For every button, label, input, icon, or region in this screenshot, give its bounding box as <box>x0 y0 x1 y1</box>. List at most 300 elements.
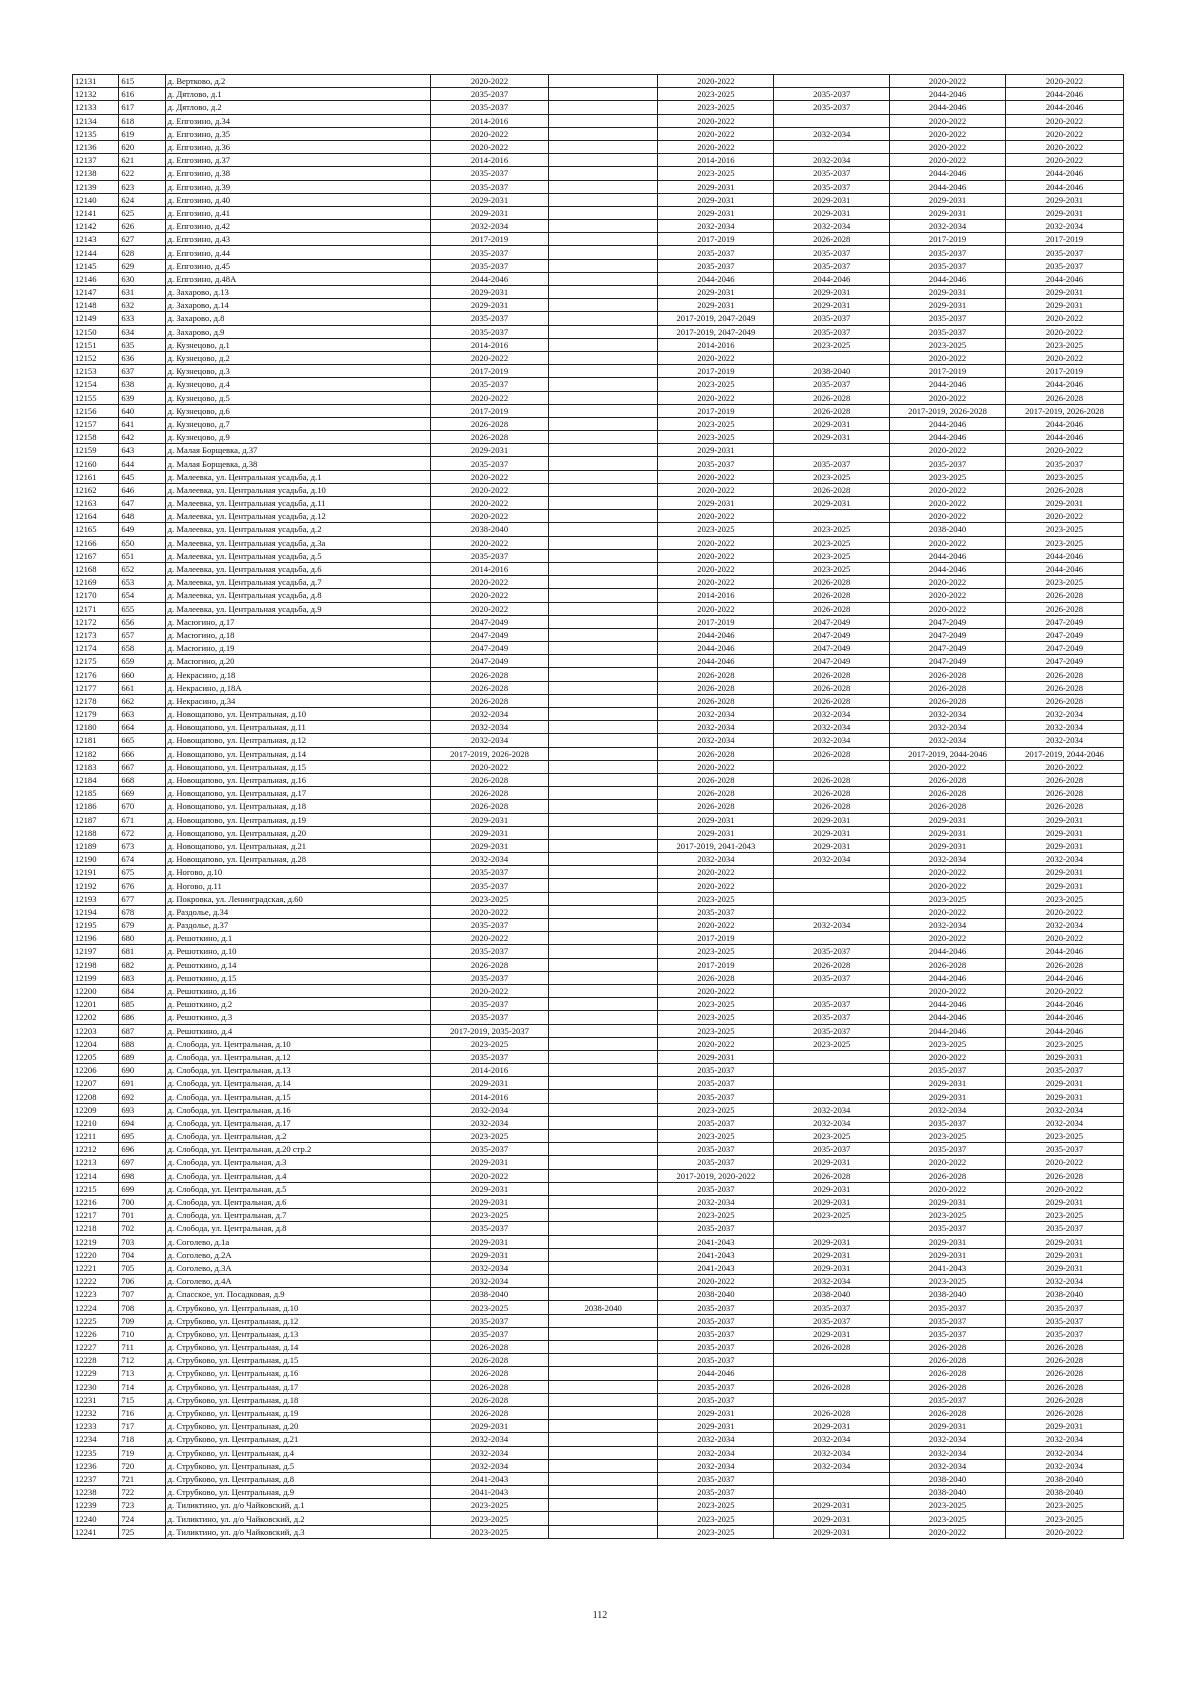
cell-period-6: 2035-2037 <box>1005 1064 1123 1077</box>
cell-period-1: 2035-2037 <box>431 325 549 338</box>
cell-period-6: 2044-2046 <box>1005 1011 1123 1024</box>
cell-period-3: 2035-2037 <box>658 1222 774 1235</box>
cell-period-1: 2026-2028 <box>431 958 549 971</box>
cell-period-6: 2026-2028 <box>1005 773 1123 786</box>
cell-address: д. Захарово, д.13 <box>165 286 430 299</box>
cell-row-number: 12218 <box>73 1222 119 1235</box>
cell-period-3: 2023-2025 <box>658 892 774 905</box>
cell-period-6: 2020-2022 <box>1005 325 1123 338</box>
cell-period-5: 2032-2034 <box>890 1446 1006 1459</box>
cell-item-number: 697 <box>119 1156 165 1169</box>
cell-address: д. Новощапово, ул. Центральная, д.12 <box>165 734 430 747</box>
cell-row-number: 12155 <box>73 391 119 404</box>
cell-period-3: 2032-2034 <box>658 1446 774 1459</box>
cell-row-number: 12209 <box>73 1103 119 1116</box>
cell-address: д. Новощапово, ул. Центральная, д.28 <box>165 853 430 866</box>
cell-period-5: 2029-2031 <box>890 1077 1006 1090</box>
cell-period-4 <box>774 905 890 918</box>
cell-period-3: 2017-2019 <box>658 615 774 628</box>
cell-address: д. Соголево, д.3А <box>165 1261 430 1274</box>
table-row <box>73 602 1124 615</box>
cell-item-number: 651 <box>119 549 165 562</box>
cell-period-1: 2020-2022 <box>431 483 549 496</box>
cell-row-number: 12153 <box>73 365 119 378</box>
cell-item-number: 620 <box>119 140 165 153</box>
cell-item-number: 656 <box>119 615 165 628</box>
cell-period-2 <box>548 919 658 932</box>
cell-period-1: 2035-2037 <box>431 549 549 562</box>
cell-period-6: 2032-2034 <box>1005 1433 1123 1446</box>
cell-period-2 <box>548 1512 658 1525</box>
cell-address: д. Кузнецово, д.1 <box>165 338 430 351</box>
cell-address: д. Масюгино, д.20 <box>165 655 430 668</box>
table-row <box>73 193 1124 206</box>
cell-address: д. Решоткино, д.14 <box>165 958 430 971</box>
cell-period-2 <box>548 1209 658 1222</box>
cell-period-6: 2020-2022 <box>1005 140 1123 153</box>
cell-period-6: 2029-2031 <box>1005 286 1123 299</box>
cell-period-3: 2020-2022 <box>658 140 774 153</box>
cell-period-1: 2023-2025 <box>431 1499 549 1512</box>
cell-period-2 <box>548 220 658 233</box>
cell-row-number: 12150 <box>73 325 119 338</box>
cell-period-6: 2026-2028 <box>1005 1393 1123 1406</box>
table-row <box>73 787 1124 800</box>
cell-period-5: 2020-2022 <box>890 114 1006 127</box>
cell-row-number: 12143 <box>73 233 119 246</box>
cell-period-4: 2029-2031 <box>774 1512 890 1525</box>
cell-period-3: 2023-2025 <box>658 1024 774 1037</box>
cell-row-number: 12192 <box>73 879 119 892</box>
cell-period-1: 2020-2022 <box>431 602 549 615</box>
cell-period-2 <box>548 747 658 760</box>
cell-item-number: 642 <box>119 431 165 444</box>
cell-period-3: 2032-2034 <box>658 708 774 721</box>
cell-item-number: 653 <box>119 576 165 589</box>
cell-period-5: 2026-2028 <box>890 958 1006 971</box>
cell-row-number: 12136 <box>73 140 119 153</box>
cell-period-5: 2020-2022 <box>890 1050 1006 1063</box>
cell-period-1: 2035-2037 <box>431 457 549 470</box>
cell-period-4 <box>774 1090 890 1103</box>
cell-period-1: 2035-2037 <box>431 101 549 114</box>
cell-item-number: 666 <box>119 747 165 760</box>
cell-address: д. Ногово, д.10 <box>165 866 430 879</box>
cell-period-6: 2029-2031 <box>1005 1090 1123 1103</box>
cell-item-number: 692 <box>119 1090 165 1103</box>
cell-period-1: 2038-2040 <box>431 1288 549 1301</box>
cell-address: д. Соголево, д.4А <box>165 1275 430 1288</box>
cell-period-1: 2026-2028 <box>431 681 549 694</box>
cell-row-number: 12154 <box>73 378 119 391</box>
cell-row-number: 12182 <box>73 747 119 760</box>
table-row <box>73 206 1124 219</box>
cell-address: д. Епгозино, д.39 <box>165 180 430 193</box>
cell-period-2 <box>548 154 658 167</box>
cell-period-4: 2032-2034 <box>774 1459 890 1472</box>
cell-address: д. Решоткино, д.3 <box>165 1011 430 1024</box>
cell-period-5: 2047-2049 <box>890 615 1006 628</box>
cell-address: д. Малеевка, ул. Центральная усадьба, д.5 <box>165 549 430 562</box>
cell-row-number: 12206 <box>73 1064 119 1077</box>
cell-row-number: 12219 <box>73 1235 119 1248</box>
cell-period-1: 2017-2019, 2026-2028 <box>431 747 549 760</box>
cell-period-4: 2035-2037 <box>774 971 890 984</box>
cell-period-1: 2020-2022 <box>431 497 549 510</box>
cell-period-3: 2032-2034 <box>658 1433 774 1446</box>
cell-address: д. Епгозино, д.44 <box>165 246 430 259</box>
cell-row-number: 12158 <box>73 431 119 444</box>
cell-period-1: 2035-2037 <box>431 1050 549 1063</box>
cell-period-1: 2035-2037 <box>431 971 549 984</box>
cell-item-number: 618 <box>119 114 165 127</box>
cell-period-5: 2035-2037 <box>890 325 1006 338</box>
cell-row-number: 12200 <box>73 984 119 997</box>
cell-period-2 <box>548 1248 658 1261</box>
cell-period-2 <box>548 879 658 892</box>
cell-address: д. Спасское, ул. Посадковая, д.9 <box>165 1288 430 1301</box>
cell-period-5: 2023-2025 <box>890 338 1006 351</box>
cell-period-2 <box>548 787 658 800</box>
cell-period-1: 2026-2028 <box>431 668 549 681</box>
cell-period-4: 2023-2025 <box>774 536 890 549</box>
table-row <box>73 140 1124 153</box>
cell-item-number: 710 <box>119 1327 165 1340</box>
cell-period-1: 2035-2037 <box>431 167 549 180</box>
cell-row-number: 12140 <box>73 193 119 206</box>
cell-period-3: 2023-2025 <box>658 417 774 430</box>
cell-period-4: 2029-2031 <box>774 193 890 206</box>
cell-row-number: 12147 <box>73 286 119 299</box>
cell-item-number: 649 <box>119 523 165 536</box>
cell-period-5: 2038-2040 <box>890 523 1006 536</box>
cell-period-4: 2047-2049 <box>774 655 890 668</box>
cell-period-5: 2044-2046 <box>890 998 1006 1011</box>
cell-period-1: 2032-2034 <box>431 708 549 721</box>
cell-period-5: 2044-2046 <box>890 167 1006 180</box>
cell-item-number: 679 <box>119 919 165 932</box>
cell-period-3: 2020-2022 <box>658 470 774 483</box>
cell-row-number: 12177 <box>73 681 119 694</box>
cell-row-number: 12191 <box>73 866 119 879</box>
cell-period-6: 2038-2040 <box>1005 1486 1123 1499</box>
cell-row-number: 12238 <box>73 1486 119 1499</box>
cell-period-1: 2014-2016 <box>431 1090 549 1103</box>
cell-period-1: 2029-2031 <box>431 444 549 457</box>
cell-period-5: 2047-2049 <box>890 628 1006 641</box>
cell-period-6: 2044-2046 <box>1005 88 1123 101</box>
cell-period-6: 2026-2028 <box>1005 668 1123 681</box>
cell-period-5: 2020-2022 <box>890 602 1006 615</box>
cell-period-6: 2038-2040 <box>1005 1288 1123 1301</box>
cell-period-6: 2026-2028 <box>1005 1380 1123 1393</box>
cell-period-5: 2038-2040 <box>890 1486 1006 1499</box>
cell-row-number: 12217 <box>73 1209 119 1222</box>
cell-period-5: 2035-2037 <box>890 1143 1006 1156</box>
cell-period-5: 2020-2022 <box>890 444 1006 457</box>
cell-item-number: 637 <box>119 365 165 378</box>
cell-period-3: 2023-2025 <box>658 431 774 444</box>
housing-repair-table <box>72 74 1124 1539</box>
cell-item-number: 650 <box>119 536 165 549</box>
cell-period-5: 2020-2022 <box>890 127 1006 140</box>
cell-period-1: 2044-2046 <box>431 272 549 285</box>
cell-period-4: 2026-2028 <box>774 391 890 404</box>
cell-period-3: 2014-2016 <box>658 154 774 167</box>
cell-period-5: 2041-2043 <box>890 1261 1006 1274</box>
cell-period-3: 2020-2022 <box>658 351 774 364</box>
cell-address: д. Дятлово, д.2 <box>165 101 430 114</box>
cell-address: д. Струбково, ул. Центральная, д.4 <box>165 1446 430 1459</box>
cell-row-number: 12197 <box>73 945 119 958</box>
cell-period-2 <box>548 325 658 338</box>
cell-period-2 <box>548 708 658 721</box>
page-number: 112 <box>592 1610 608 1621</box>
cell-period-4: 2035-2037 <box>774 1314 890 1327</box>
cell-period-2 <box>548 602 658 615</box>
cell-item-number: 707 <box>119 1288 165 1301</box>
table-row <box>73 272 1124 285</box>
cell-item-number: 691 <box>119 1077 165 1090</box>
cell-row-number: 12232 <box>73 1406 119 1419</box>
cell-item-number: 718 <box>119 1433 165 1446</box>
cell-item-number: 674 <box>119 853 165 866</box>
table-row <box>73 1512 1124 1525</box>
cell-period-2 <box>548 1288 658 1301</box>
cell-period-2 <box>548 1420 658 1433</box>
cell-period-3: 2017-2019, 2047-2049 <box>658 325 774 338</box>
cell-period-2 <box>548 549 658 562</box>
cell-period-6: 2029-2031 <box>1005 866 1123 879</box>
table-row <box>73 457 1124 470</box>
cell-period-5: 2029-2031 <box>890 299 1006 312</box>
cell-period-2 <box>548 470 658 483</box>
table-row <box>73 919 1124 932</box>
cell-period-3: 2020-2022 <box>658 576 774 589</box>
cell-period-2 <box>548 101 658 114</box>
cell-period-2 <box>548 1169 658 1182</box>
cell-period-3: 2026-2028 <box>658 681 774 694</box>
cell-period-4: 2032-2034 <box>774 1433 890 1446</box>
cell-item-number: 659 <box>119 655 165 668</box>
cell-row-number: 12139 <box>73 180 119 193</box>
cell-address: д. Малеевка, ул. Центральная усадьба, д.1 <box>165 470 430 483</box>
table-row <box>73 444 1124 457</box>
table-row <box>73 338 1124 351</box>
table-row <box>73 483 1124 496</box>
cell-row-number: 12170 <box>73 589 119 602</box>
cell-item-number: 677 <box>119 892 165 905</box>
cell-period-1: 2020-2022 <box>431 391 549 404</box>
table-row <box>73 681 1124 694</box>
cell-address: д. Тиликтино, ул. д/о Чайковский, д.1 <box>165 1499 430 1512</box>
cell-period-2 <box>548 813 658 826</box>
cell-period-4: 2029-2031 <box>774 299 890 312</box>
cell-period-1: 2032-2034 <box>431 1103 549 1116</box>
cell-period-4: 2023-2025 <box>774 470 890 483</box>
cell-period-1: 2020-2022 <box>431 760 549 773</box>
cell-period-5: 2044-2046 <box>890 378 1006 391</box>
cell-period-6: 2035-2037 <box>1005 1327 1123 1340</box>
table-row <box>73 760 1124 773</box>
cell-period-4: 2035-2037 <box>774 88 890 101</box>
cell-address: д. Епгозино, д.41 <box>165 206 430 219</box>
cell-item-number: 667 <box>119 760 165 773</box>
cell-period-6: 2017-2019, 2044-2046 <box>1005 747 1123 760</box>
table-row <box>73 365 1124 378</box>
cell-period-4: 2035-2037 <box>774 259 890 272</box>
cell-period-5: 2032-2034 <box>890 708 1006 721</box>
table-row <box>73 998 1124 1011</box>
cell-period-2 <box>548 457 658 470</box>
cell-period-4: 2026-2028 <box>774 589 890 602</box>
table-row <box>73 180 1124 193</box>
cell-period-5: 2032-2034 <box>890 853 1006 866</box>
cell-period-5: 2035-2037 <box>890 1064 1006 1077</box>
cell-period-4 <box>774 114 890 127</box>
cell-address: д. Струбково, ул. Центральная, д.9 <box>165 1486 430 1499</box>
cell-period-6: 2029-2031 <box>1005 839 1123 852</box>
cell-period-6: 2029-2031 <box>1005 1077 1123 1090</box>
cell-item-number: 640 <box>119 404 165 417</box>
table-row <box>73 1130 1124 1143</box>
cell-address: д. Новощапово, ул. Центральная, д.15 <box>165 760 430 773</box>
table-row <box>73 246 1124 259</box>
cell-row-number: 12167 <box>73 549 119 562</box>
cell-item-number: 669 <box>119 787 165 800</box>
table-row <box>73 1393 1124 1406</box>
cell-period-1: 2035-2037 <box>431 1143 549 1156</box>
cell-row-number: 12131 <box>73 75 119 88</box>
cell-period-3: 2020-2022 <box>658 562 774 575</box>
cell-period-6: 2020-2022 <box>1005 312 1123 325</box>
cell-period-1: 2035-2037 <box>431 879 549 892</box>
cell-item-number: 652 <box>119 562 165 575</box>
cell-period-2 <box>548 668 658 681</box>
cell-period-6: 2035-2037 <box>1005 1314 1123 1327</box>
cell-period-3: 2035-2037 <box>658 1380 774 1393</box>
cell-item-number: 699 <box>119 1182 165 1195</box>
table-row <box>73 154 1124 167</box>
cell-period-3: 2044-2046 <box>658 1367 774 1380</box>
cell-item-number: 703 <box>119 1235 165 1248</box>
cell-period-2 <box>548 1393 658 1406</box>
cell-period-1: 2035-2037 <box>431 1222 549 1235</box>
cell-address: д. Слобода, ул. Центральная, д.16 <box>165 1103 430 1116</box>
cell-period-1: 2029-2031 <box>431 299 549 312</box>
cell-row-number: 12159 <box>73 444 119 457</box>
cell-item-number: 673 <box>119 839 165 852</box>
table-row <box>73 75 1124 88</box>
cell-period-5: 2044-2046 <box>890 88 1006 101</box>
cell-address: д. Новощапово, ул. Центральная, д.19 <box>165 813 430 826</box>
cell-period-3: 2026-2028 <box>658 773 774 786</box>
cell-period-1: 2026-2028 <box>431 1380 549 1393</box>
table-row <box>73 1499 1124 1512</box>
cell-address: д. Слобода, ул. Центральная, д.7 <box>165 1209 430 1222</box>
cell-period-3: 2032-2034 <box>658 1459 774 1472</box>
cell-period-6: 2023-2025 <box>1005 470 1123 483</box>
cell-period-2 <box>548 351 658 364</box>
cell-period-4: 2023-2025 <box>774 1209 890 1222</box>
cell-period-6: 2026-2028 <box>1005 483 1123 496</box>
cell-address: д. Малая Борщевка, д.38 <box>165 457 430 470</box>
cell-period-5: 2044-2046 <box>890 562 1006 575</box>
cell-period-6: 2032-2034 <box>1005 919 1123 932</box>
cell-period-2 <box>548 1459 658 1472</box>
cell-period-2 <box>548 1156 658 1169</box>
cell-row-number: 12164 <box>73 510 119 523</box>
cell-period-6: 2026-2028 <box>1005 602 1123 615</box>
cell-period-5: 2023-2025 <box>890 1275 1006 1288</box>
cell-period-3: 2017-2019, 2020-2022 <box>658 1169 774 1182</box>
table-row <box>73 233 1124 246</box>
table-row <box>73 1182 1124 1195</box>
cell-period-5: 2020-2022 <box>890 932 1006 945</box>
cell-period-1: 2029-2031 <box>431 1182 549 1195</box>
cell-address: д. Решоткино, д.2 <box>165 998 430 1011</box>
cell-address: д. Захарово, д.8 <box>165 312 430 325</box>
cell-row-number: 12241 <box>73 1525 119 1538</box>
cell-address: д. Струбково, ул. Центральная, д.16 <box>165 1367 430 1380</box>
cell-period-3: 2035-2037 <box>658 1090 774 1103</box>
cell-address: д. Слобода, ул. Центральная, д.12 <box>165 1050 430 1063</box>
cell-period-3: 2041-2043 <box>658 1261 774 1274</box>
cell-period-2 <box>548 206 658 219</box>
cell-row-number: 12174 <box>73 642 119 655</box>
table-row <box>73 615 1124 628</box>
cell-row-number: 12141 <box>73 206 119 219</box>
cell-address: д. Некрасино, д.18 <box>165 668 430 681</box>
cell-period-1: 2029-2031 <box>431 813 549 826</box>
cell-period-1: 2023-2025 <box>431 892 549 905</box>
cell-period-5: 2044-2046 <box>890 1011 1006 1024</box>
cell-period-3: 2020-2022 <box>658 760 774 773</box>
cell-address: д. Слобода, ул. Центральная, д.6 <box>165 1195 430 1208</box>
cell-period-4: 2032-2034 <box>774 919 890 932</box>
cell-address: д. Епгозино, д.40 <box>165 193 430 206</box>
cell-address: д. Масюгино, д.18 <box>165 628 430 641</box>
cell-item-number: 686 <box>119 1011 165 1024</box>
cell-period-6: 2029-2031 <box>1005 1050 1123 1063</box>
cell-row-number: 12204 <box>73 1037 119 1050</box>
table-row <box>73 589 1124 602</box>
cell-period-2 <box>548 536 658 549</box>
cell-period-2 <box>548 378 658 391</box>
cell-row-number: 12178 <box>73 694 119 707</box>
cell-period-6: 2044-2046 <box>1005 549 1123 562</box>
cell-address: д. Епгозино, д.45 <box>165 259 430 272</box>
cell-period-3: 2017-2019 <box>658 233 774 246</box>
cell-row-number: 12222 <box>73 1275 119 1288</box>
cell-row-number: 12146 <box>73 272 119 285</box>
cell-period-1: 2026-2028 <box>431 694 549 707</box>
cell-period-1: 2023-2025 <box>431 1037 549 1050</box>
cell-period-5: 2032-2034 <box>890 721 1006 734</box>
cell-address: д. Некрасино, д.34 <box>165 694 430 707</box>
cell-row-number: 12160 <box>73 457 119 470</box>
cell-period-5: 2026-2028 <box>890 800 1006 813</box>
cell-period-2 <box>548 272 658 285</box>
cell-period-4: 2035-2037 <box>774 378 890 391</box>
cell-period-2 <box>548 259 658 272</box>
cell-period-6: 2029-2031 <box>1005 497 1123 510</box>
cell-period-4: 2047-2049 <box>774 615 890 628</box>
cell-period-2 <box>548 655 658 668</box>
cell-address: д. Новощапово, ул. Центральная, д.18 <box>165 800 430 813</box>
cell-address: д. Тиликтино, ул. д/о Чайковский, д.3 <box>165 1525 430 1538</box>
cell-period-2 <box>548 1486 658 1499</box>
